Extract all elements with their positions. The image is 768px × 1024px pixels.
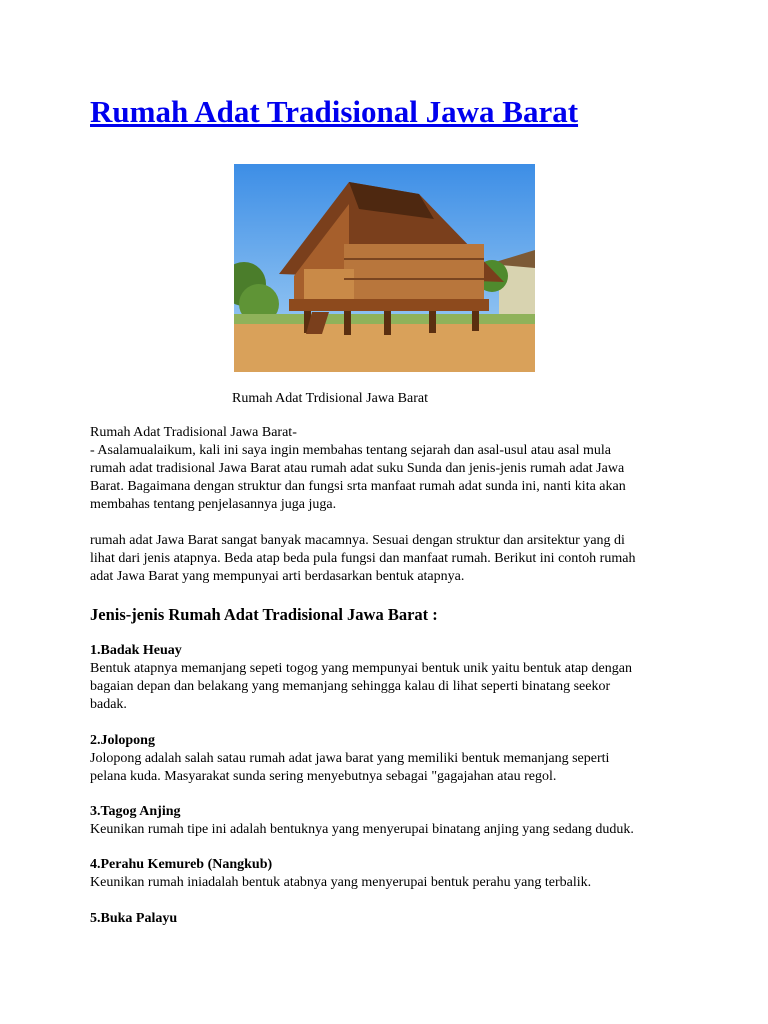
intro-line: rumah adat tradisional Jawa Barat atau rumah adat suku Sunda dan jenis-jenis rumah adat Jawa	[90, 461, 625, 476]
item-line: Keunikan rumah iniadalah bentuk atabnya yang menyerupai bentuk perahu yang terbalik.	[90, 875, 592, 890]
intro-line: Barat. Bagaimana dengan struktur dan fungsi srta manfaat rumah adat sunda ini, nanti kita akan	[90, 479, 626, 494]
item-line: bagaian depan dan belakang yang memanjang sehingga kalau di lihat seperti binatang seekor	[90, 679, 611, 694]
list-item-buka-palayu	[90, 910, 690, 928]
body-line: rumah adat Jawa Barat sangat banyak macamnya. Sesuai dengan struktur dan arsitektur yang di	[90, 533, 625, 548]
list-item-jolopong	[90, 732, 690, 786]
list-item-tagog-anjing	[90, 803, 690, 839]
item-line: pelana kuda. Masyarakat sunda sering menyebutnya sebagai "gagajahan atau regol.	[90, 769, 557, 784]
body-line: adat Jawa Barat yang mempunyai arti berdasarkan bentuk atapnya.	[90, 569, 465, 584]
traditional-house-photo	[234, 164, 535, 372]
body-paragraph	[90, 532, 690, 586]
list-item-badak-heuay	[90, 642, 690, 714]
intro-line: - Asalamualaikum, kali ini saya ingin membahas tentang sejarah dan asal-usul atau asal mula	[90, 443, 611, 458]
page-title-link[interactable]: Rumah Adat Tradisional Jawa Barat	[90, 94, 579, 129]
image-caption: Rumah Adat Trdisional Jawa Barat	[232, 391, 428, 406]
item-line: badak.	[90, 697, 127, 712]
body-line: lihat dari jenis atapnya. Beda atap beda pula fungsi dan manfaat rumah. Berikut ini contoh rumah	[90, 551, 636, 566]
list-item-perahu-kemureb	[90, 856, 690, 892]
item-title: 3.Tagog Anjing	[90, 804, 181, 819]
item-line: Keunikan rumah tipe ini adalah bentuknya yang menyerupai binatang anjing yang sedang duduk.	[90, 822, 634, 837]
item-title: 2.Jolopong	[90, 733, 155, 748]
item-line: Jolopong adalah salah satau rumah adat jawa barat yang memiliki bentuk memanjang seperti	[90, 751, 610, 766]
intro-line: Rumah Adat Tradisional Jawa Barat-	[90, 425, 297, 440]
intro-paragraph	[90, 424, 690, 514]
section-heading: Jenis-jenis Rumah Adat Tradisional Jawa Barat :	[90, 605, 438, 624]
intro-line: membahas tentang penjelasannya juga juga.	[90, 497, 337, 512]
item-title: 5.Buka Palayu	[90, 911, 178, 926]
item-title: 1.Badak Heuay	[90, 643, 182, 658]
item-title: 4.Perahu Kemureb (Nangkub)	[90, 857, 273, 872]
house-illustration	[234, 164, 535, 372]
item-line: Bentuk atapnya memanjang sepeti togog yang mempunyai bentuk unik yaitu bentuk atap dengan	[90, 661, 632, 676]
